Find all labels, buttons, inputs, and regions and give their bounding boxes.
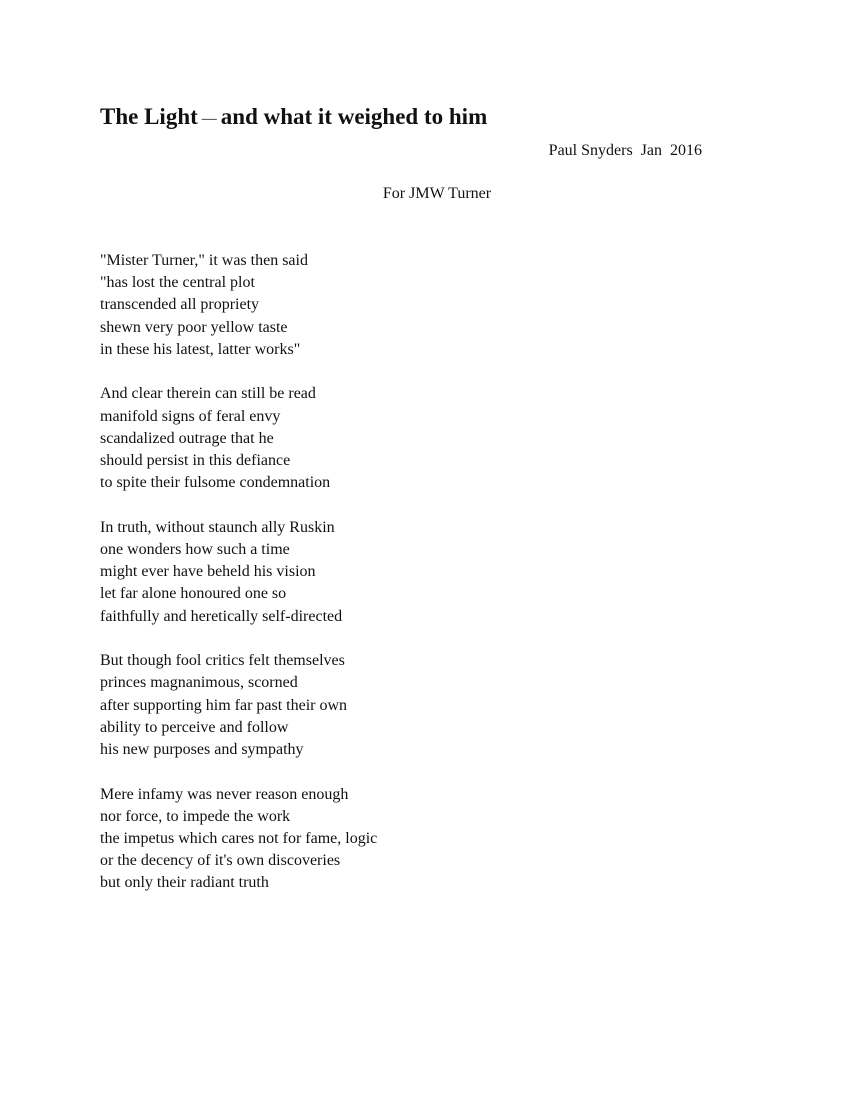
poem-line: "Mister Turner," it was then said <box>100 252 308 269</box>
poem-line: But though fool critics felt themselves <box>100 652 345 670</box>
title-subtitle: and what it weighed to him <box>220 104 488 129</box>
poem-line: scandalized outrage that he <box>100 429 274 447</box>
title-main: The Light <box>100 104 198 129</box>
poem-line: let far alone honoured one so <box>100 585 287 603</box>
poem-line: to spite their fulsome condemnation <box>100 474 331 492</box>
poem-line: might ever have beheld his vision <box>100 563 316 581</box>
poem-line: ability to perceive and follow <box>100 718 289 736</box>
poem-line: manifold signs of feral envy <box>100 407 281 425</box>
stanza-5 <box>100 784 700 895</box>
poem-line: shewn very poor yellow taste <box>100 318 288 336</box>
poem-line: but only their radiant truth <box>100 874 269 892</box>
poem-line: the impetus which cares not for fame, logic <box>100 830 378 848</box>
poem-line: his new purposes and sympathy <box>100 741 304 759</box>
poem-body <box>100 250 700 917</box>
poem-line: should persist in this defiance <box>100 452 291 470</box>
poem-line: after supporting him far past their own <box>100 696 348 714</box>
poem-line: "has lost the central plot <box>100 274 255 292</box>
poem-line: faithfully and heretically self-directed <box>100 607 343 625</box>
stanza-2 <box>100 383 700 494</box>
poem-line: princes magnanimous, scorned <box>100 674 298 692</box>
stanza-4 <box>100 650 700 761</box>
poem-title <box>100 101 487 136</box>
poem-line: or the decency of it's own discoveries <box>100 852 341 870</box>
poem-line: transcended all propriety <box>100 296 260 314</box>
dedication: For JMW Turner <box>382 185 492 202</box>
stanza-1 <box>100 250 700 361</box>
stanza-3 <box>100 517 700 628</box>
poem-line: one wonders how such a time <box>100 541 290 559</box>
author-byline: Paul Snyders Jan 2016 <box>548 142 702 159</box>
poem-line: In truth, without staunch ally Ruskin <box>100 518 335 536</box>
poem-line: And clear therein can still be read <box>100 385 316 403</box>
title-dash: — <box>201 111 217 127</box>
poem-line: in these his latest, latter works" <box>100 340 301 358</box>
poem-line: nor force, to impede the work <box>100 807 291 825</box>
poem-line: Mere infamy was never reason enough <box>100 785 349 803</box>
